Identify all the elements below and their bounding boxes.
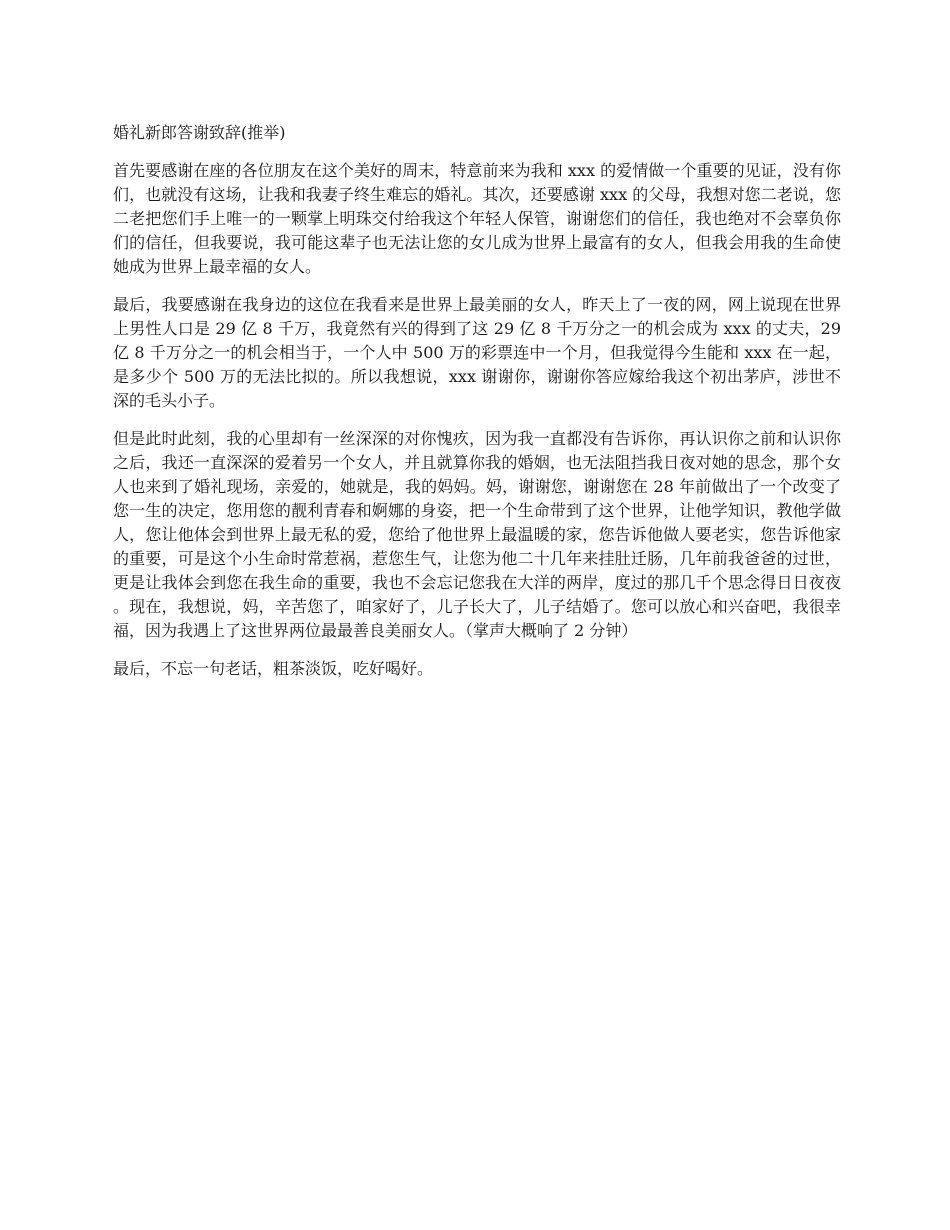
document-title: 婚礼新郎答谢致辞(推举) (113, 123, 286, 142)
paragraph-closing: 最后，不忘一句老话，粗茶淡饭，吃好喝好。 (113, 659, 434, 678)
paragraph-thanks-bride: 最后，我要感谢在我身边的这位在我看来是世界上最美丽的女人，昨天上了一夜的网，网上说现在世界上男性人口是 29 亿 8 千万，我竟然有兴的得到了这 29 亿 8 千万分之一的机会成为 xxx 的丈夫，29 亿 8 千万分之一的机会相当于，一个人中 500 万的彩票连中一个月，但我觉得今生能和 xxx 在一起，是多少个 500 万的无法比拟的。所以我想说，xxx 谢谢你，谢谢你答应嫁给我这个初出茅庐，涉世不深的毛头小子。 (113, 295, 841, 410)
paragraph-opening-thanks: 首先要感谢在座的各位朋友在这个美好的周末，特意前来为我和 xxx 的爱情做一个重要的见证，没有你们，也就没有这场，让我和我妻子终生难忘的婚礼。其次，还要感谢 xxx 的父母，我想对您二老说，您二老把您们手上唯一的一颗掌上明珠交付给我这个年轻人保管，谢谢您们的信任，我也绝对不会辜负你们的信任，但我要说，我可能这辈子也无法让您的女儿成为世界上最富有的女人，但我会用我的生命使她成为世界上最幸福的女人。 (113, 161, 841, 276)
document-body (113, 121, 841, 695)
paragraph-thanks-mother: 但是此时此刻，我的心里却有一丝深深的对你愧疚，因为我一直都没有告诉你，再认识你之前和认识你之后，我还一直深深的爱着另一个女人，并且就算你我的婚姻，也无法阻挡我日夜对她的思念，那个女人也来到了婚礼现场，亲爱的，她就是，我的妈妈。妈，谢谢您，谢谢您在 28 年前做出了一个改变了您一生的决定，您用您的靓利青春和婀娜的身姿，把一个生命带到了这个世界，让他学知识，教他学做人，您让他体会到世界上最无私的爱，您给了他世界上最温暖的家，您告诉他做人要老实，您告诉他家的重要，可是这个小生命时常惹祸，惹您生气，让您为他二十几年来挂肚迁肠，几年前我爸爸的过世，更是让我体会到您在我生命的重要，我也不会忘记您我在大洋的两岸，度过的那几千个思念得日日夜夜。现在，我想说，妈，辛苦您了，咱家好了，儿子长大了，儿子结婚了。您可以放心和兴奋吧，我很幸福，因为我遇上了这世界两位最最善良美丽女人。（掌声大概响了 2 分钟） (113, 429, 841, 640)
